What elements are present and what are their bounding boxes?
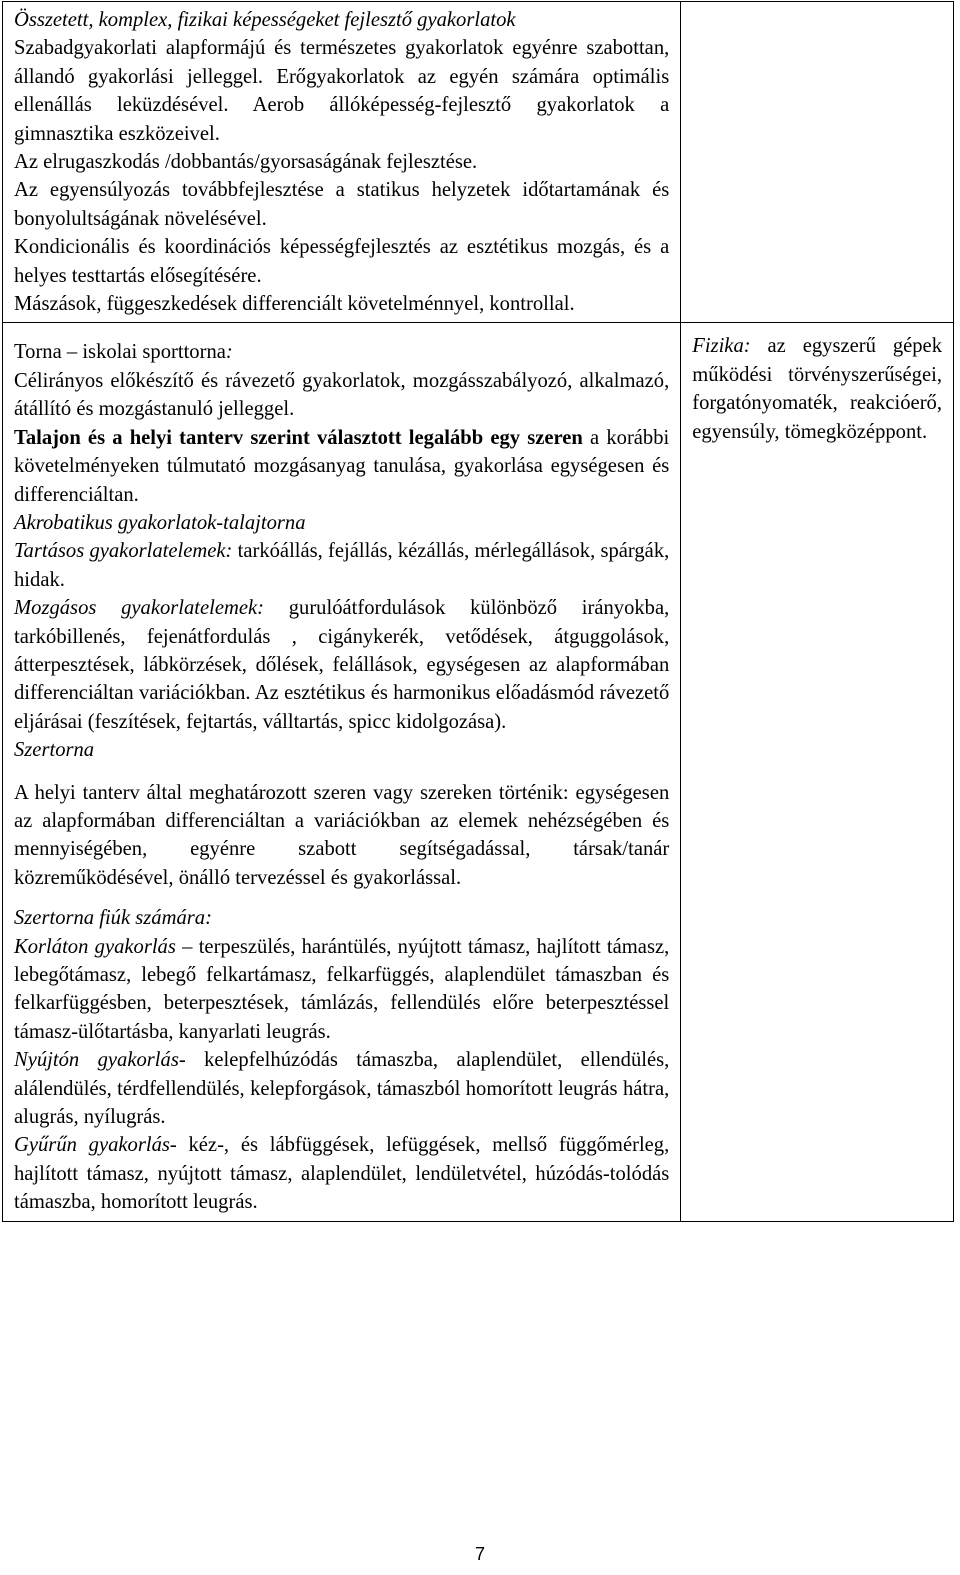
paragraph-text: a korábbi követelményeken túlmutató mozgásanyag tanulása, gyakorlása egységesen és differenciáltan. [14,426,670,506]
paragraph [14,933,669,1047]
side-note-text: az egyszerű gépek működési törvényszerűségei, forgatónyomaték, reakcióerő, egyensúly, tömegközéppont. [692,335,942,443]
term-label: Korláton gyakorlás [14,935,176,958]
paragraph: Az egyensúlyozás továbbfejlesztése a statikus helyzetek időtartamának és bonyolultságának növelésével. [14,179,670,230]
heading-text: Torna – iskolai sporttorna [14,341,226,364]
paragraph: A helyi tanterv által meghatározott szeren vagy szereken történik: egységesen az alapformában differenciáltan a variációkban az elemek nehézségében és mennyiségében, egyénre szabott segítségadással, társak/tanár közreműködésével, önálló tervezéssel és gyakorlással. [14,781,670,889]
subsection-title: Szertorna [14,739,95,762]
paragraph: Mászások, függeszkedések differenciált követelménnyel, kontrollal. [14,293,575,316]
content-cell [3,323,681,1221]
bold-text: Talajon és a helyi tanterv szerint választott legalább egy szeren [14,426,583,449]
subsection-title: Szertorna fiúk számára: [14,907,212,930]
side-cell-empty [681,2,954,323]
side-note [692,332,942,446]
section-heading [14,338,669,366]
table-row [3,323,954,1221]
paragraph-text: tarkóállás, fejállás, kézállás, mérlegállások, spárgák, hidak. [14,540,670,591]
term-label: Fizika: [692,335,751,358]
term-label: Nyújtón gyakorlás [14,1049,179,1072]
paragraph: Szabadgyakorlati alapformájú és természetes gyakorlatok egyénre szabottan, állandó gyakorlási jelleggel. Erőgyakorlatok az egyén számára optimális ellenállás leküzdésével. Aerob állóképesség-fejlesztő gyakorlatok a gimnasztika eszközeivel. [14,37,670,145]
side-cell [681,323,954,1221]
paragraph [14,1046,669,1131]
paragraph-text: – terpeszülés, harántülés, nyújtott támasz, hajlított támasz, lebegőtámasz, lebegő felkartámasz, felkarfüggés, alaplendület támaszban és felkarfüggésben, beterpesztések, támlázás, fellendülés előre beterpesztéssel támasz-ülőtartásba, kanyarlati leugrás. [14,935,670,1043]
paragraph: Kondicionális és koordinációs képességfejlesztés az esztétikus mozgás, és a helyes testtartás elősegítésére. [14,236,670,287]
paragraph: Célirányos előkészítő és rávezető gyakorlatok, mozgásszabályozó, alkalmazó, átállító és mozgástanuló jelleggel. [14,369,670,421]
table-row [3,2,954,323]
heading-colon: : [225,341,233,364]
content-cell [3,2,681,323]
section-title: Összetett, komplex, fizikai képességeket fejlesztő gyakorlatok [14,9,516,31]
paragraph-text: - kelepfelhúzódás támaszba, alaplendület, ellendülés, alálendülés, térdfellendülés, kelepforgások, támaszból homorított leugrás hátra, alugrás, nyílugrás. [14,1049,670,1129]
paragraph [14,537,669,594]
paragraph-text: gurulóátfordulások különböző irányokba, tarkóbillenés, fejenátfordulás , cigánykerék, vetődések, átguggolások, átterpesztések, lábkörzések, dőlések, felállások, egységesen az alapformában differenciáltan variációkban. Az esztétikus és harmonikus előadásmód rávezető eljárásai (feszítések, fejtartás, válltartás, spicc kidolgozása). [14,597,670,733]
paragraph: Az elrugaszkodás /dobbantás/gyorsaságának fejlesztése. [14,151,478,174]
curriculum-table [2,1,954,1222]
paragraph [14,424,669,509]
term-label: Mozgásos gyakorlatelemek: [14,597,265,620]
subsection-title: Akrobatikus gyakorlatok-talajtorna [14,511,306,534]
paragraph-text: - kéz-, és lábfüggések, lefüggések, mellső függőmérleg, hajlított támasz, nyújtott támasz, alaplendület, lendületvétel, húzódás-tolódás támaszba, homorított leugrás. [14,1134,670,1214]
paragraph [14,594,669,736]
term-label: Gyűrűn gyakorlás [14,1134,170,1157]
paragraph [14,1131,669,1216]
term-label: Tartásos gyakorlatelemek: [14,540,233,563]
page-number: 7 [474,1544,485,1564]
